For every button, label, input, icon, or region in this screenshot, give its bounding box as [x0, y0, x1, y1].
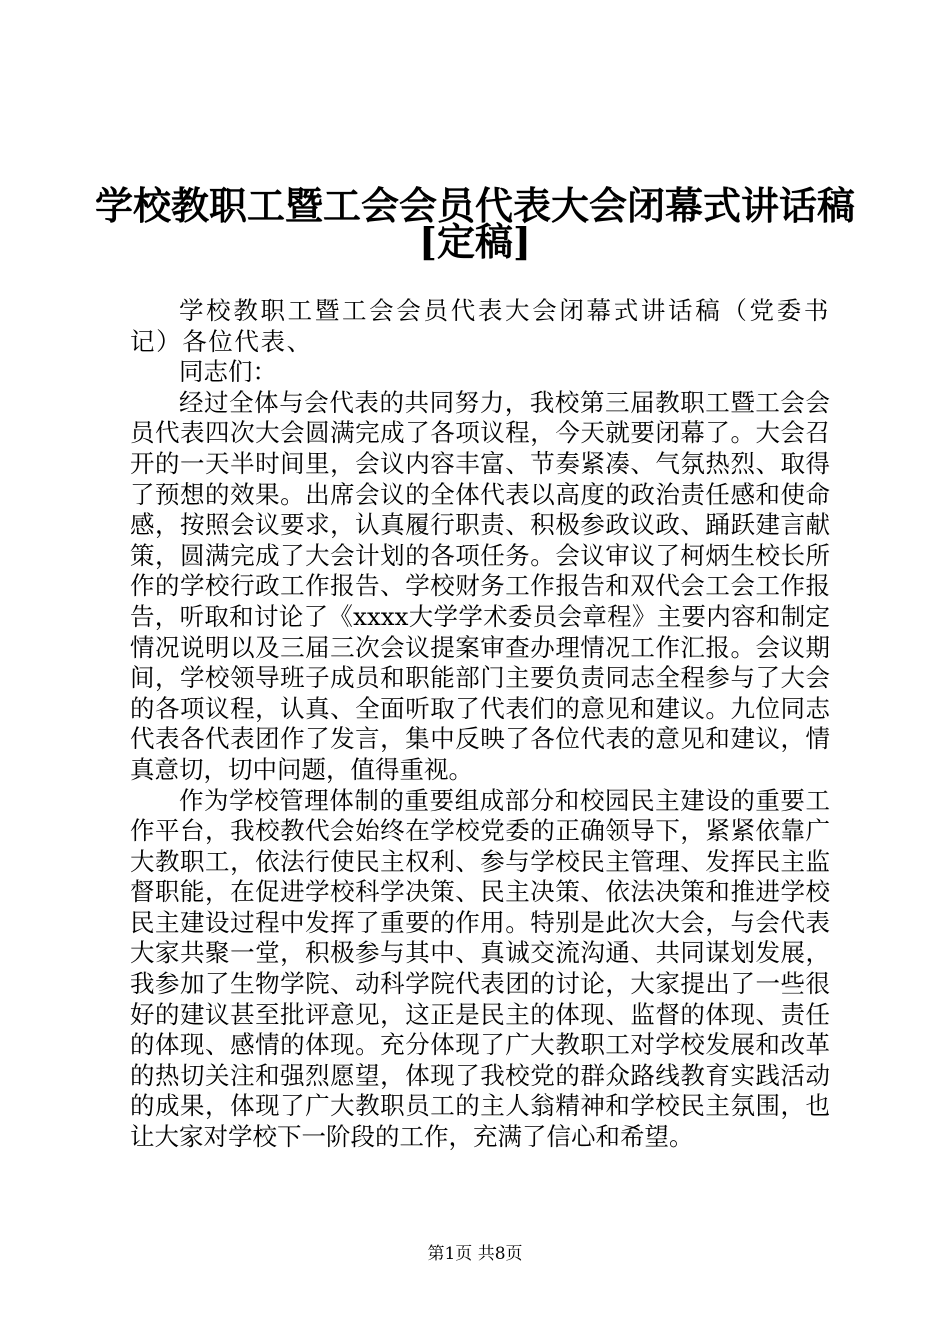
page-number-footer: 第1页 共8页	[427, 1244, 523, 1264]
document-body	[130, 296, 830, 1153]
paragraph-intro: 学校教职工暨工会会员代表大会闭幕式讲话稿（党委书记）各位代表、	[130, 296, 830, 356]
document-title-suffix: [定稿]	[419, 219, 531, 264]
document-title: 学校教职工暨工会会员代表大会闭幕式讲话稿	[94, 183, 855, 228]
paragraph-body-2: 作为学校管理体制的重要组成部分和校园民主建设的重要工作平台，我校教代会始终在学校党委的正确领导下，紧紧依靠广大教职工，依法行使民主权利、参与学校民主管理、发挥民主监督职能，在促进学校科学决策、民主决策、依法决策和推进学校民主建设过程中发挥了重要的作用。特别是此次大会，与会代表大家共聚一堂，积极参与其中、真诚交流沟通、共同谋划发展，我参加了生物学院、动科学院代表团的讨论，大家提出了一些很好的建议甚至批评意见，这正是民主的体现、监督的体现、责任的体现、感情的体现。充分体现了广大教职工对学校发展和改革的热切关注和强烈愿望，体现了我校党的群众路线教育实践活动的成果，体现了广大教职员工的主人翁精神和学校民主氛围，也让大家对学校下一阶段的工作，充满了信心和希望。	[130, 785, 830, 1152]
paragraph-body-1: 经过全体与会代表的共同努力，我校第三届教职工暨工会会员代表四次大会圆满完成了各项议程，今天就要闭幕了。大会召开的一天半时间里，会议内容丰富、节奏紧凑、气氛热烈、取得了预想的效果。出席会议的全体代表以高度的政治责任感和使命感，按照会议要求，认真履行职责、积极参政议政、踊跃建言献策，圆满完成了大会计划的各项任务。会议审议了柯炳生校长所作的学校行政工作报告、学校财务工作报告和双代会工会工作报告，听取和讨论了《xxxx大学学术委员会章程》主要内容和制定情况说明以及三届三次会议提案审查办理情况工作汇报。会议期间，学校领导班子成员和职能部门主要负责同志全程参与了大会的各项议程，认真、全面听取了代表们的意见和建议。九位同志代表各代表团作了发言，集中反映了各位代表的意见和建议，情真意切，切中问题，值得重视。	[130, 387, 830, 784]
paragraph-salutation: 同志们：	[179, 357, 277, 387]
